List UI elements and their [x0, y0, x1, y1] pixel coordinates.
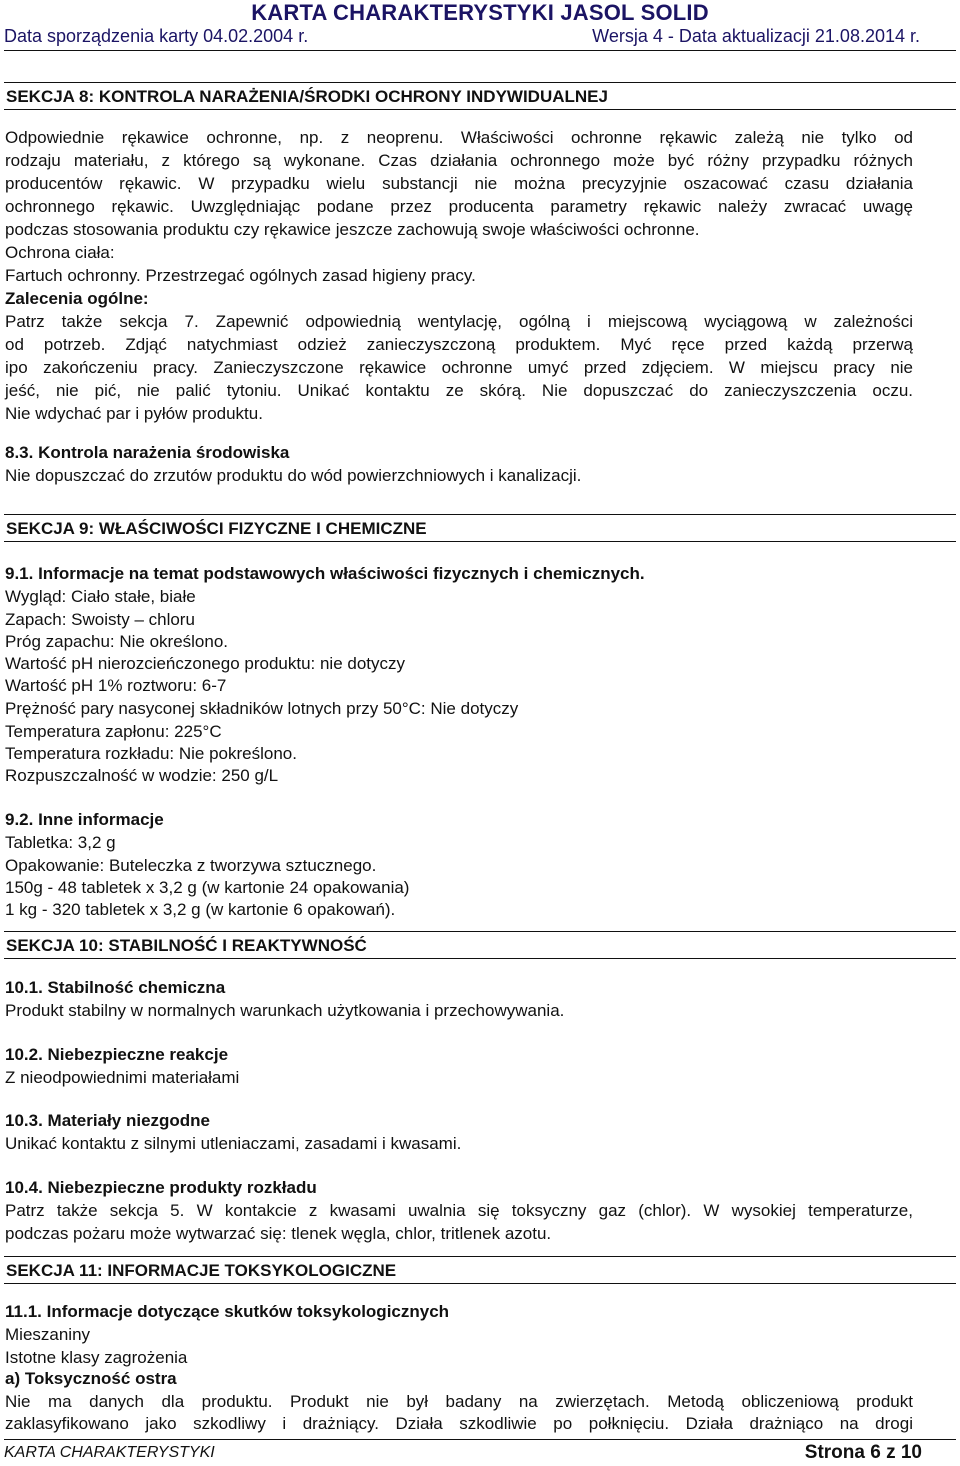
document-title: KARTA CHARAKTERYSTYKI JASOL SOLID: [251, 0, 709, 25]
s9-subheading-1: 9.1. Informacje na temat podstawowych właściwości fizycznych i chemicznych.: [5, 564, 645, 583]
s10-text-2: Z nieodpowiednimi materiałami: [5, 1068, 240, 1087]
s11-heading-1: 11.1. Informacje dotyczące skutków toksykologicznych: [5, 1302, 450, 1321]
s9-property: Temperatura zapłonu: 225°C: [5, 722, 222, 741]
s10-heading-2: 10.2. Niebezpieczne reakcje: [5, 1045, 229, 1064]
version-date: Wersja 4 - Data aktualizacji 21.08.2014 r.: [592, 26, 920, 46]
s8-general-line-2: od potrzeb. Zdjąć natychmiast odzież zanieczyszczoną produktem. Myć ręce przed każdą przerwą: [5, 335, 913, 354]
s10-text-1: Produkt stabilny w normalnych warunkach użytkowania i przechowywania.: [5, 1001, 565, 1020]
s9-property: Próg zapachu: Nie określono.: [5, 632, 229, 651]
s8-gloves-line-3: producentów rękawic. W przypadku wielu substancji nie można precyzyjnie oszacować czasu działania: [5, 174, 913, 193]
s9-property: Temperatura rozkładu: Nie pokreślono.: [5, 744, 297, 763]
s8-gloves-line-5: podczas stosowania produktu czy rękawice jeszcze zachowują swoje właściwości ochronne.: [5, 220, 700, 239]
s10-heading-1: 10.1. Stabilność chemiczna: [5, 978, 226, 997]
s9-other-info: 1 kg - 320 tabletek x 3,2 g (w kartonie 6 opakowań).: [5, 900, 396, 919]
s10-heading-3: 10.3. Materiały niezgodne: [5, 1111, 211, 1130]
s9-subheading-2: 9.2. Inne informacje: [5, 810, 164, 829]
section-8-heading: SEKCJA 8: KONTROLA NARAŻENIA/ŚRODKI OCHRONY INDYWIDUALNEJ: [4, 82, 956, 110]
s9-property: Zapach: Swoisty – chloru: [5, 610, 195, 629]
s8-gloves-line-1: Odpowiednie rękawice ochronne, np. z neoprenu. Właściwości ochronne rękawic zależą nie tylko od: [5, 128, 913, 147]
s9-property: Wygląd: Ciało stałe, białe: [5, 587, 196, 606]
s11-text-2: zaklasyfikowano jako szkodliwy i drażniący. Działa szkodliwie po połknięciu. Działa drażniąco na drogi: [5, 1414, 913, 1433]
footer-rule: [4, 1439, 956, 1440]
s8-general-line-5: Nie wdychać par i pyłów produktu.: [5, 404, 263, 423]
s10-text-4b: podczas pożaru może wytwarzać się: tlenek węgla, chlor, tritlenek azotu.: [5, 1224, 552, 1243]
creation-date: Data sporządzenia karty 04.02.2004 r.: [4, 26, 309, 46]
s11-heading-2: a) Toksyczność ostra: [5, 1369, 177, 1388]
s9-other-info: 150g - 48 tabletek x 3,2 g (w kartonie 24 opakowania): [5, 878, 410, 897]
s9-other-info: Tabletka: 3,2 g: [5, 833, 116, 852]
s10-text-3: Unikać kontaktu z silnymi utleniaczami, zasadami i kwasami.: [5, 1134, 462, 1153]
s8-general-line-4: jeść, nie pić, nie palić tytoniu. Unikać kontaktu ze skórą. Nie dopuszczać do zanieczyszczenia oczu.: [5, 381, 913, 400]
s8-env-heading: 8.3. Kontrola narażenia środowiska: [5, 443, 290, 462]
s8-gloves-line-2: rodzaju materiału, z którego są wykonane. Czas działania ochronnego może być różny przypadku różnych: [5, 151, 913, 170]
s8-general-label: Zalecenia ogólne:: [5, 289, 149, 308]
s9-property: Wartość pH nierozcieńczonego produktu: nie dotyczy: [5, 654, 406, 673]
footer-title: KARTA CHARAKTERYSTYKI: [4, 1444, 215, 1461]
s8-gloves-line-4: ochronnego rękawic. Uwzględniając podane przez producenta parametry rękawic należy zwracać uwagę: [5, 197, 913, 216]
s9-other-info: Opakowanie: Buteleczka z tworzywa sztucznego.: [5, 856, 377, 875]
s11-line-mixtures: Mieszaniny: [5, 1325, 91, 1344]
s8-body-protection-text: Fartuch ochronny. Przestrzegać ogólnych zasad higieny pracy.: [5, 266, 476, 285]
s11-text-1: Nie ma danych dla produktu. Produkt nie był badany na zwierzętach. Metodą obliczeniową produkt: [5, 1392, 913, 1411]
s8-body-protection-label: Ochrona ciała:: [5, 243, 115, 262]
s9-property: Wartość pH 1% roztworu: 6-7: [5, 676, 227, 695]
s10-heading-4: 10.4. Niebezpieczne produkty rozkładu: [5, 1178, 317, 1197]
s8-env-text: Nie dopuszczać do zrzutów produktu do wód powierzchniowych i kanalizacji.: [5, 466, 582, 485]
s10-text-4a: Patrz także sekcja 5. W kontakcie z kwasami uwalnia się toksyczny gaz (chlor). W wysokiej temperaturze,: [5, 1201, 913, 1220]
section-10-heading: SEKCJA 10: STABILNOŚĆ I REAKTYWNOŚĆ: [4, 931, 956, 959]
s11-line-hazard-classes: Istotne klasy zagrożenia: [5, 1348, 188, 1367]
s9-property: Rozpuszczalność w wodzie: 250 g/L: [5, 766, 279, 785]
header-rule: [4, 50, 956, 51]
page-number: Strona 6 z 10: [804, 1442, 922, 1463]
s9-property: Prężność pary nasyconej składników lotnych przy 50°C: Nie dotyczy: [5, 699, 519, 718]
s8-general-line-3: ipo zakończeniu pracy. Zanieczyszczone rękawice ochronne umyć przed zdjęciem. W miejscu pracy nie: [5, 358, 913, 377]
s8-general-line-1: Patrz także sekcja 7. Zapewnić odpowiednią wentylację, ogólną i miejscową wyciągową w zależności: [5, 312, 913, 331]
section-9-heading: SEKCJA 9: WŁAŚCIWOŚCI FIZYCZNE I CHEMICZNE: [4, 514, 956, 542]
section-11-heading: SEKCJA 11: INFORMACJE TOKSYKOLOGICZNE: [4, 1256, 956, 1284]
